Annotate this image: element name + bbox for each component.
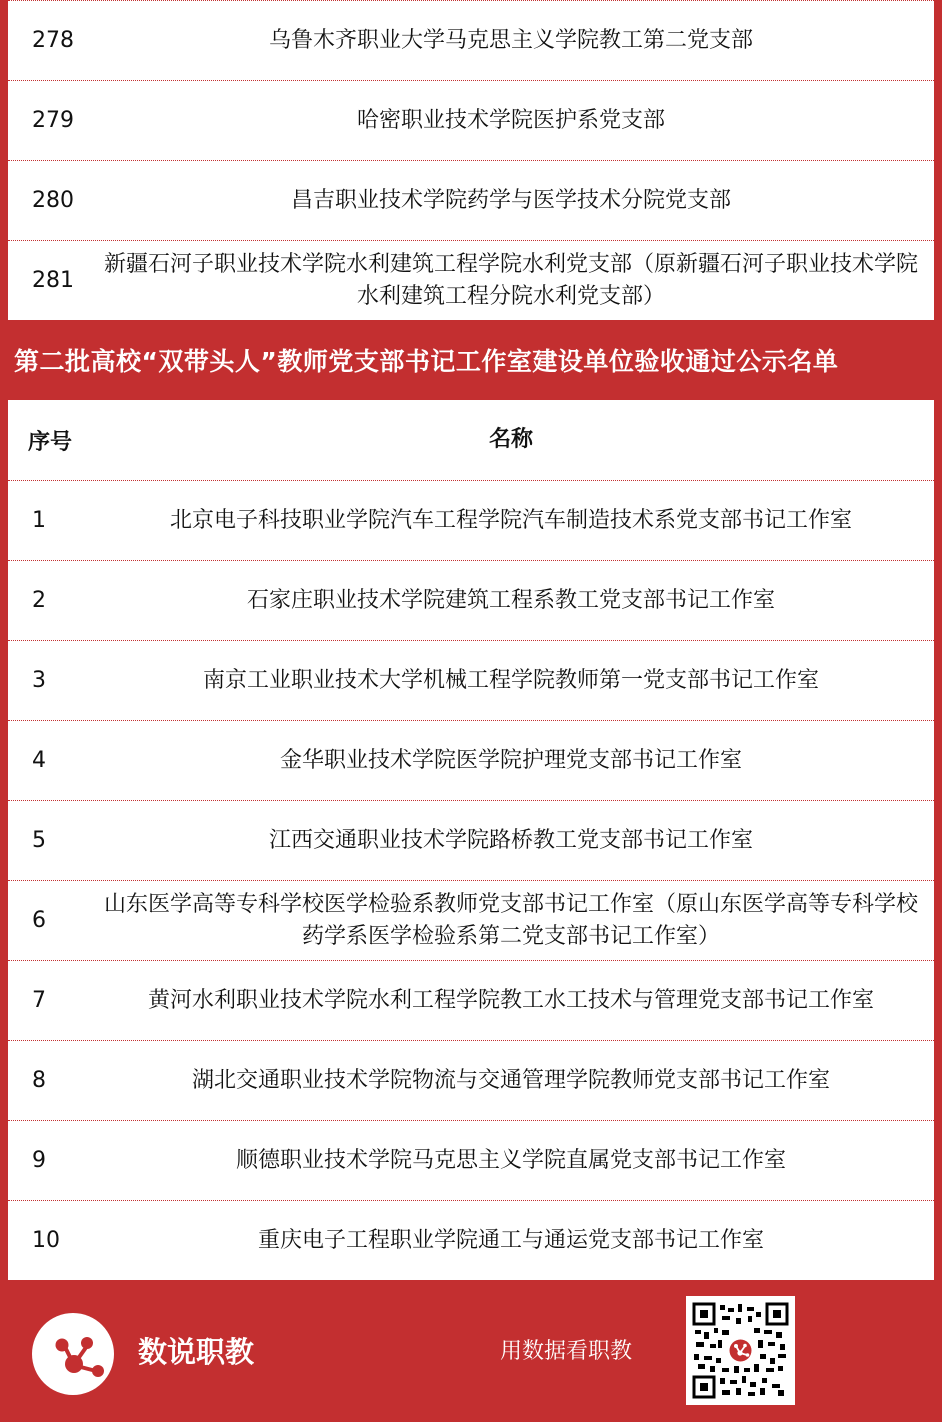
table-row [8,160,934,240]
row-name: 顺德职业技术学院马克思主义学院直属党支部书记工作室 [235,1147,786,1173]
row-name: 哈密职业技术学院医护系党支部 [356,107,665,133]
table-row [8,1200,934,1280]
table-header-row [8,400,934,480]
row-number: 7 [32,988,46,1013]
molecule-network-icon [32,1313,114,1395]
table-row [8,640,934,720]
table-row [8,0,934,80]
row-name: 山东医学高等专科学校医学检验系教师党支部书记工作室（原山东医学高等专科学校药学系医学检验系第二党支部书记工作室） [103,891,918,949]
footer [0,1280,942,1422]
table-row [8,240,934,320]
table-row [8,880,934,960]
row-name: 北京电子科技职业学院汽车工程学院汽车制造技术系党支部书记工作室 [169,507,852,533]
row-number: 279 [32,108,74,133]
table-row [8,80,934,160]
row-name: 黄河水利职业技术学院水利工程学院教工水工技术与管理党支部书记工作室 [147,987,874,1013]
table-row [8,960,934,1040]
row-number: 9 [32,1148,46,1173]
row-number: 1 [32,508,46,533]
row-number: 4 [32,748,46,773]
row-name: 乌鲁木齐职业大学马克思主义学院教工第二党支部 [268,27,753,53]
row-name: 石家庄职业技术学院建筑工程系教工党支部书记工作室 [246,587,775,613]
table-row [8,480,934,560]
row-number: 2 [32,588,46,613]
previous-list-table [8,0,934,320]
row-number: 6 [32,908,46,933]
header-number: 序号 [28,429,73,455]
row-name: 江西交通职业技术学院路桥教工党支部书记工作室 [268,827,753,853]
row-name: 南京工业职业技术大学机械工程学院教师第一党支部书记工作室 [202,667,819,693]
approved-list-table [8,400,934,1280]
row-name: 湖北交通职业技术学院物流与交通管理学院教师党支部书记工作室 [191,1067,830,1093]
table-row [8,800,934,880]
table-row [8,720,934,800]
section-title: 第二批高校“双带头人”教师党支部书记工作室建设单位验收通过公示名单 [14,347,839,376]
row-name: 金华职业技术学院医学院护理党支部书记工作室 [279,747,742,773]
brand-name: 数说职教 [138,1335,255,1369]
qr-code-icon [686,1296,795,1405]
row-number: 10 [32,1228,60,1253]
brand-slogan: 用数据看职教 [500,1339,633,1364]
row-name: 重庆电子工程职业学院通工与通运党支部书记工作室 [257,1227,764,1253]
row-name: 昌吉职业技术学院药学与医学技术分院党支部 [290,187,731,213]
row-number: 8 [32,1068,46,1093]
table-row [8,1120,934,1200]
row-number: 3 [32,668,46,693]
table-row [8,560,934,640]
row-number: 281 [32,268,74,293]
header-name: 名称 [488,427,533,452]
row-number: 278 [32,28,74,53]
row-name: 新疆石河子职业技术学院水利建筑工程学院水利党支部（原新疆石河子职业技术学院水利建筑工程分院水利党支部） [103,251,918,309]
row-number: 280 [32,188,74,213]
row-number: 5 [32,828,46,853]
table-row [8,1040,934,1120]
